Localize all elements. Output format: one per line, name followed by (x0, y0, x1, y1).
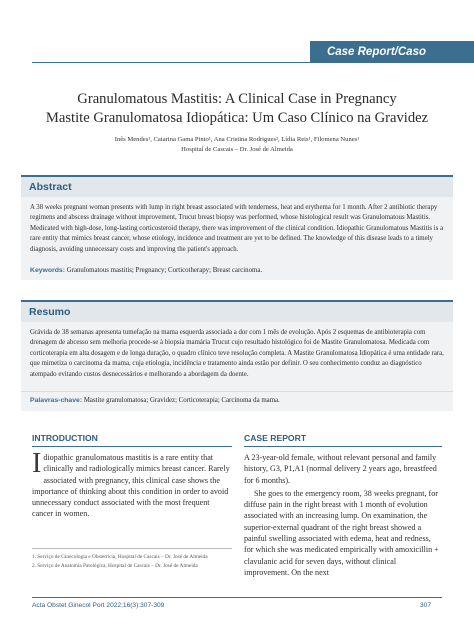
abstract-body: A 38 weeks pregnant woman presents with lump in right breast associated with tenderness, heat and erythema for 1 month. After 2 antibiotic therapy regimens and abscess drainage without improvement, Trucut breast biopsy was performed, whose histological result was Granulomatous Mastitis. Medicated with high-dose, long-lasting corticosteroid therapy, there was improvement of the clinical condition. Idiopathic Granulomatous Mastitis is a rare entity that mimics breast cancer, whose etiology, incidence and treatment are yet to be defined. The knowledge of this disease leads to a timely diagnosis, avoiding unnecessary costs and improving the patient's approach. (30, 204, 444, 253)
case-report-paragraph-2: She goes to the emergency room, 38 weeks pregnant, for diffuse pain in the right breast with 1 month of evolution associated with an increasing lump. On examination, the superior-external quadrant of the right breast showed a painful swelling associated with edema, heat and redness, for which she was medicated empirically with amoxicillin + clavulanic acid for seven days, without clinical improvement. On the next (244, 488, 439, 577)
abstract-keywords (21, 262, 453, 282)
journal-citation: Acta Obstet Ginecol Port 2022;16(3):307-309 (32, 602, 165, 609)
authors: Inês Mendes¹, Catarina Gama Pinto¹, Ana Cristina Rodrigues², Lídia Reis¹, Filomena Nunes¹ (114, 136, 360, 143)
footer-rule (32, 597, 442, 598)
case-report-heading: CASE REPORT (244, 433, 442, 447)
case-report-text (244, 452, 442, 578)
resumo-heading: Resumo (21, 300, 453, 322)
title-portuguese: Mastite Granulomatosa Idiopática: Um Caso Clínico na Gravidez (45, 110, 429, 126)
abstract-keywords-box (21, 262, 453, 280)
keywords-label: Keywords: (30, 267, 65, 274)
footnote-1: 1. Serviço de Ginecologia e Obstetrícia, Hospital de Cascais – Dr. José de Almeida (32, 554, 208, 560)
palavras-chave-label: Palavras-chave: (30, 397, 83, 404)
introduction-body: diopathic granulomatous mastitis is a rare entity that clinically and radiologically mimics breast cancer. Rarely associated with pregnancy, this clinical case shows the importance of thinking about this condition in order to avoid unnecessary conduct associated with the most frequent cancer in women. (32, 453, 230, 519)
section-banner: Case Report/Caso Clínico (310, 41, 474, 63)
header-rule (32, 62, 474, 63)
affiliation: Hospital de Cascais – Dr. José de Almeida (181, 146, 293, 153)
page-number: 307 (420, 602, 432, 609)
resumo-body: Grávida de 38 semanas apresenta tumefação na mama esquerda associada a dor com 1 mês de evolução. Após 2 esquemas de antibioterapia com drenagem de abcesso sem melhoria procede-se à biopsia mamária Trucut cujo resultado histológico foi de Mastite Granulomatosa. Medicada com corticoterapia em alta dosagem e de longa duração, o quadro clínico teve resolução completa. A Mastite Granulomatosa Idiopática é uma entidade rara, que mimetiza o carcinoma da mama, cuja etiologia, incidência e tratamento ainda estão por definir. O seu conhecimento conduz ao diagnóstico atempado evitando custos desnecessários e melhorando a abordagem da doente. (30, 329, 444, 378)
palavras-chave-text: Mastite granulomatosa; Gravidez; Corticoterapia; Carcinoma da mama. (83, 397, 280, 404)
resumo-keywords-box (21, 391, 453, 411)
keywords-text: Granulomatous mastitis; Pregnancy; Corticotherapy; Breast carcinoma. (66, 267, 263, 274)
resumo-keywords (21, 391, 453, 412)
introduction-heading: INTRODUCTION (32, 433, 232, 447)
case-report-paragraph-1: A 23-year-old female, without relevant personal and family history, G3, P1,A1 (normal delivery 2 years ago, breastfeed for 6 months). (244, 453, 437, 485)
footnote-2: 2. Serviço de Anatomia Patológica, Hospital de Cascais – Dr. José de Almeida (32, 562, 198, 569)
footnotes (32, 548, 232, 570)
introduction-text (32, 448, 232, 520)
title-english: Granulomatous Mastitis: A Clinical Case in Pregnancy (77, 91, 397, 107)
drop-cap: I (32, 448, 42, 479)
abstract-heading: Abstract (21, 175, 453, 197)
